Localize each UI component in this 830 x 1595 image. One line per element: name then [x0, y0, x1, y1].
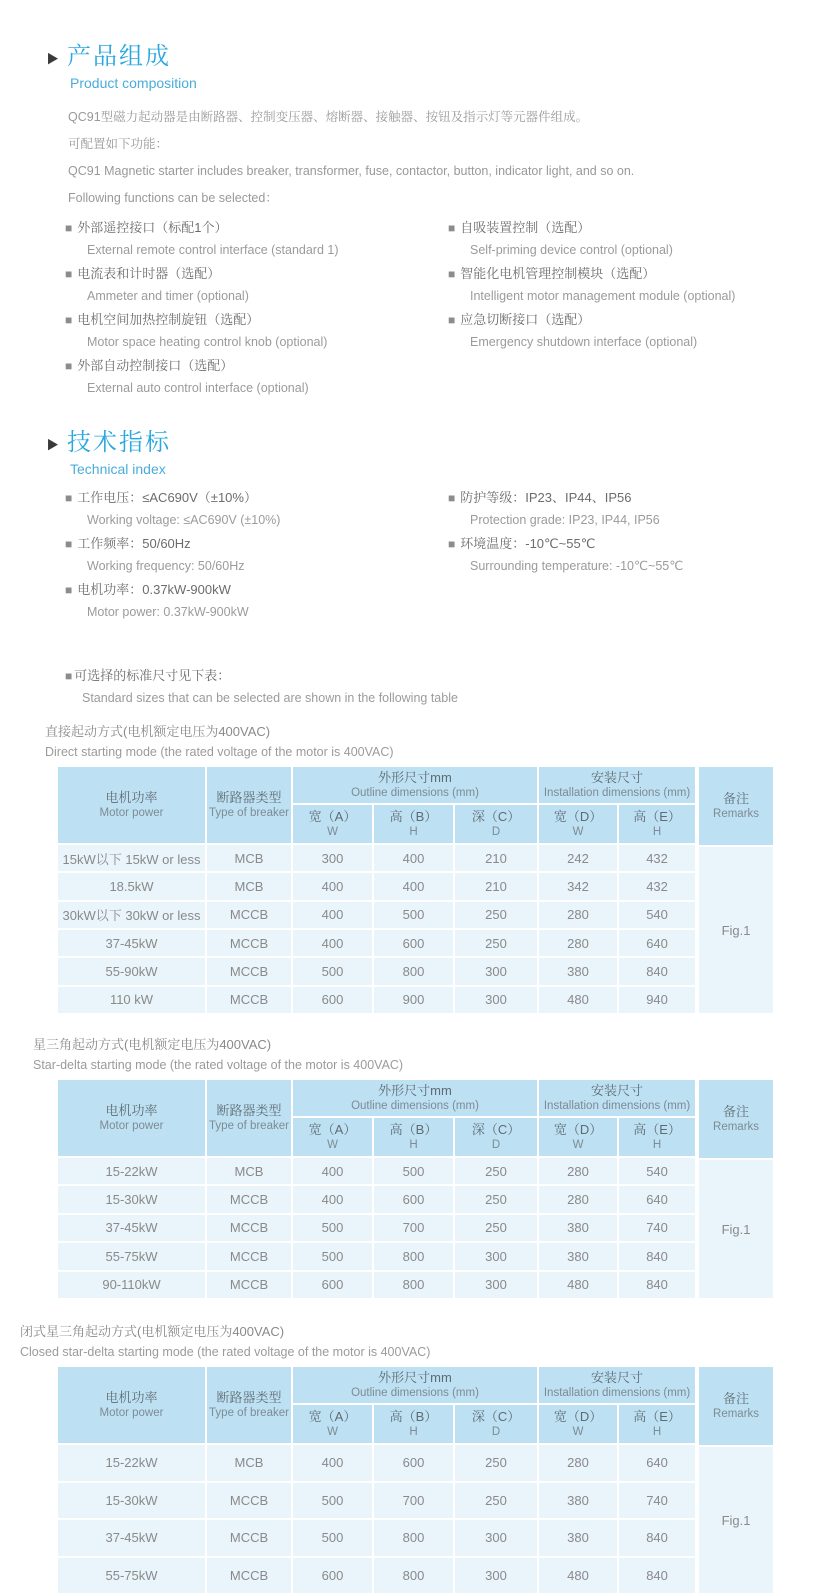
cell-motor-power: 30kW以下 30kW or less	[58, 902, 205, 928]
bullet-square-icon: ■	[65, 312, 73, 327]
feature-item	[65, 308, 448, 354]
section-arrow-icon: ▶	[48, 434, 58, 452]
cell-height-b: 400	[374, 845, 453, 871]
table-row	[58, 1215, 695, 1241]
header-dimension-letter: 高（B） H	[374, 1118, 453, 1156]
cell-height-b: 800	[374, 1243, 453, 1269]
table-row	[58, 930, 695, 956]
cell-breaker-type: MCCB	[207, 1243, 291, 1269]
cell-motor-power: 55-75kW	[58, 1558, 205, 1594]
feature-column-right	[448, 216, 790, 400]
cell-height-b: 800	[374, 1558, 453, 1594]
section-title: 技术指标	[67, 429, 171, 456]
cell-width-a: 400	[293, 873, 372, 899]
header-breaker-type: 断路器类型 Type of breaker	[207, 767, 291, 843]
note-en: Standard sizes that can be selected are shown in the following table	[82, 691, 458, 705]
feature-label-en: Intelligent motor management module (optional)	[470, 289, 736, 303]
cell-width-a: 400	[293, 902, 372, 928]
cell-breaker-type: MCCB	[207, 1272, 291, 1298]
cell-height-e: 940	[619, 987, 695, 1013]
cell-breaker-type: MCB	[207, 845, 291, 871]
spec-label-en: Working frequency: 50/60Hz	[87, 559, 245, 573]
cell-height-e: 840	[619, 1272, 695, 1298]
header-installation-dimensions: 安装尺寸 Installation dimensions (mm)	[539, 767, 695, 803]
cell-breaker-type: MCCB	[207, 1215, 291, 1241]
cell-height-b: 600	[374, 1445, 453, 1481]
cell-width-d: 380	[539, 1483, 617, 1519]
intro-paragraph: 可配置如下功能：	[68, 137, 169, 151]
spec-label-en: Working voltage: ≤AC690V (±10%)	[87, 513, 281, 527]
feature-item	[448, 308, 790, 354]
cell-width-a: 500	[293, 1215, 372, 1241]
feature-label-zh: 外部遥控接口（标配1个）	[77, 220, 228, 235]
cell-height-e: 640	[619, 1186, 695, 1212]
cell-width-d: 480	[539, 1272, 617, 1298]
header-dimension-letter: 宽（D） W	[539, 1118, 617, 1156]
intro-paragraph: QC91 Magnetic starter includes breaker, transformer, fuse, contactor, button, indicator light, and so on.	[68, 164, 635, 178]
cell-breaker-type: MCCB	[207, 987, 291, 1013]
cell-breaker-type: MCCB	[207, 1520, 291, 1556]
spec-label-en: Surrounding temperature: -10℃~55℃	[470, 559, 684, 573]
cell-height-e: 640	[619, 930, 695, 956]
cell-width-a: 600	[293, 987, 372, 1013]
cell-breaker-type: MCB	[207, 1445, 291, 1481]
intro-paragraph: QC91型磁力起动器是由断路器、控制变压器、熔断器、接触器、按钮及指示灯等元器件组成。	[68, 110, 589, 124]
cell-motor-power: 15-22kW	[58, 1445, 205, 1481]
feature-label-en: Emergency shutdown interface (optional)	[470, 335, 698, 349]
bullet-square-icon: ■	[448, 312, 456, 327]
feature-label-zh: 智能化电机管理控制模块（选配）	[460, 266, 656, 281]
feature-label-zh: 应急切断接口（选配）	[460, 312, 591, 327]
cell-depth-c: 300	[455, 1520, 537, 1556]
cell-breaker-type: MCCB	[207, 1483, 291, 1519]
table-row	[58, 1158, 695, 1184]
cell-height-e: 432	[619, 845, 695, 871]
spec-item	[65, 532, 448, 578]
header-outline-dimensions: 外形尺寸mm Outline dimensions (mm)	[293, 767, 537, 803]
intro-paragraph: Following functions can be selected：	[68, 191, 278, 205]
table-caption	[33, 1035, 790, 1075]
cell-motor-power: 18.5kW	[58, 873, 205, 899]
header-breaker-type: 断路器类型 Type of breaker	[207, 1080, 291, 1156]
section-subtitle: Technical index	[70, 461, 166, 477]
feature-label-en: Self-priming device control (optional)	[470, 243, 673, 257]
header-motor-power: 电机功率 Motor power	[58, 1080, 205, 1156]
cell-depth-c: 250	[455, 902, 537, 928]
spec-item	[65, 486, 448, 532]
spec-label-en: Protection grade: IP23, IP44, IP56	[470, 513, 660, 527]
cell-width-a: 400	[293, 1158, 372, 1184]
header-installation-dimensions: 安装尺寸 Installation dimensions (mm)	[539, 1080, 695, 1116]
cell-width-a: 500	[293, 1520, 372, 1556]
feature-label-en: Motor space heating control knob (optional)	[87, 335, 328, 349]
cell-width-d: 280	[539, 1445, 617, 1481]
feature-label-zh: 自吸装置控制（选配）	[460, 220, 591, 235]
cell-width-d: 380	[539, 1243, 617, 1269]
cell-width-a: 400	[293, 1186, 372, 1212]
header-installation-dimensions: 安装尺寸 Installation dimensions (mm)	[539, 1367, 695, 1403]
remarks-cell: Fig.1	[699, 1160, 773, 1298]
header-remarks: 备注 Remarks	[699, 767, 773, 845]
cell-breaker-type: MCCB	[207, 1558, 291, 1594]
table-caption-zh: 直接起动方式(电机额定电压为400VAC)	[45, 724, 271, 739]
bullet-square-icon: ■	[448, 220, 456, 235]
table-row	[58, 1445, 695, 1481]
feature-label-en: External auto control interface (optional)	[87, 381, 309, 395]
header-dimension-letter: 高（E） H	[619, 1405, 695, 1443]
cell-depth-c: 300	[455, 1272, 537, 1298]
bullet-square-icon: ■	[448, 536, 456, 551]
feature-item	[65, 262, 448, 308]
feature-label-zh: 外部自动控制接口（选配）	[77, 358, 234, 373]
cell-height-b: 800	[374, 1520, 453, 1556]
cell-height-b: 400	[374, 873, 453, 899]
feature-label-zh: 电流表和计时器（选配）	[77, 266, 221, 281]
header-dimension-letter: 宽（D） W	[539, 805, 617, 843]
table-caption-en: Star-delta starting mode (the rated voltage of the motor is 400VAC)	[33, 1058, 404, 1072]
cell-width-d: 242	[539, 845, 617, 871]
cell-width-a: 500	[293, 958, 372, 984]
feature-item	[448, 262, 790, 308]
spec-label-zh: 防护等级：IP23、IP44、IP56	[460, 490, 632, 505]
table-caption-zh: 星三角起动方式(电机额定电压为400VAC)	[33, 1037, 272, 1052]
cell-height-e: 840	[619, 1558, 695, 1594]
cell-width-d: 380	[539, 958, 617, 984]
table-row	[58, 1558, 695, 1594]
spec-column-left	[65, 486, 448, 624]
header-dimension-letter: 高（E） H	[619, 1118, 695, 1156]
table-row	[58, 1520, 695, 1556]
cell-width-d: 342	[539, 873, 617, 899]
bullet-square-icon: ■	[65, 582, 73, 597]
spec-label-zh: 工作电压：≤AC690V（±10%）	[77, 490, 257, 505]
cell-motor-power: 37-45kW	[58, 1215, 205, 1241]
cell-height-e: 540	[619, 1158, 695, 1184]
spec-label-zh: 电机功率：0.37kW-900kW	[77, 582, 231, 597]
header-remarks: 备注 Remarks	[699, 1080, 773, 1158]
header-dimension-letter: 高（B） H	[374, 1405, 453, 1443]
header-dimension-letter: 宽（A） W	[293, 1118, 372, 1156]
cell-width-a: 500	[293, 1483, 372, 1519]
cell-motor-power: 37-45kW	[58, 1520, 205, 1556]
cell-depth-c: 250	[455, 1158, 537, 1184]
cell-depth-c: 210	[455, 845, 537, 871]
cell-motor-power: 15-30kW	[58, 1186, 205, 1212]
header-motor-power: 电机功率 Motor power	[58, 1367, 205, 1443]
cell-breaker-type: MCCB	[207, 1186, 291, 1212]
cell-height-b: 700	[374, 1483, 453, 1519]
cell-width-d: 380	[539, 1215, 617, 1241]
cell-height-b: 800	[374, 1272, 453, 1298]
header-dimension-letter: 宽（A） W	[293, 1405, 372, 1443]
cell-height-b: 500	[374, 902, 453, 928]
cell-height-e: 540	[619, 902, 695, 928]
header-outline-dimensions: 外形尺寸mm Outline dimensions (mm)	[293, 1367, 537, 1403]
spec-label-zh: 环境温度：-10℃~55℃	[460, 536, 596, 551]
cell-depth-c: 300	[455, 987, 537, 1013]
feature-item	[65, 354, 448, 400]
cell-height-e: 840	[619, 958, 695, 984]
cell-height-e: 740	[619, 1215, 695, 1241]
cell-breaker-type: MCCB	[207, 930, 291, 956]
bullet-square-icon: ■	[448, 490, 456, 505]
feature-item	[65, 216, 448, 262]
header-dimension-letter: 深（C） D	[455, 805, 537, 843]
cell-motor-power: 55-75kW	[58, 1243, 205, 1269]
table-row	[58, 1272, 695, 1298]
feature-item	[448, 216, 790, 262]
header-motor-power: 电机功率 Motor power	[58, 767, 205, 843]
header-dimension-letter: 深（C） D	[455, 1405, 537, 1443]
table-row	[58, 902, 695, 928]
cell-depth-c: 250	[455, 1215, 537, 1241]
header-breaker-type: 断路器类型 Type of breaker	[207, 1367, 291, 1443]
standard-sizes-note	[65, 664, 790, 710]
cell-width-d: 280	[539, 1158, 617, 1184]
cell-width-a: 600	[293, 1272, 372, 1298]
header-outline-dimensions: 外形尺寸mm Outline dimensions (mm)	[293, 1080, 537, 1116]
bullet-square-icon: ■	[65, 668, 73, 683]
cell-depth-c: 210	[455, 873, 537, 899]
cell-height-e: 840	[619, 1520, 695, 1556]
spec-item	[65, 578, 448, 624]
table-row	[58, 1186, 695, 1212]
bullet-square-icon: ■	[65, 490, 73, 505]
section-product-composition-header	[48, 42, 790, 72]
dimensions-table-closed-star-delta	[56, 1365, 790, 1595]
cell-depth-c: 250	[455, 1186, 537, 1212]
table-caption-zh: 闭式星三角起动方式(电机额定电压为400VAC)	[20, 1324, 285, 1339]
cell-height-b: 600	[374, 930, 453, 956]
cell-motor-power: 55-90kW	[58, 958, 205, 984]
cell-width-a: 600	[293, 1558, 372, 1594]
header-dimension-letter: 深（C） D	[455, 1118, 537, 1156]
feature-label-en: External remote control interface (standard 1)	[87, 243, 339, 257]
section-technical-index-header	[48, 428, 790, 458]
feature-label-en: Ammeter and timer (optional)	[87, 289, 249, 303]
section-title: 产品组成	[67, 43, 171, 70]
spec-column-right	[448, 486, 790, 624]
note-zh: 可选择的标准尺寸见下表：	[74, 668, 231, 683]
table-caption	[20, 1322, 790, 1362]
feature-columns	[48, 216, 790, 400]
intro-paragraphs	[68, 108, 790, 207]
cell-width-d: 280	[539, 1186, 617, 1212]
cell-depth-c: 250	[455, 930, 537, 956]
cell-motor-power: 37-45kW	[58, 930, 205, 956]
header-dimension-letter: 宽（D） W	[539, 1405, 617, 1443]
bullet-square-icon: ■	[65, 358, 73, 373]
cell-width-a: 300	[293, 845, 372, 871]
cell-width-a: 400	[293, 930, 372, 956]
cell-height-b: 800	[374, 958, 453, 984]
spec-item	[448, 532, 790, 578]
cell-depth-c: 250	[455, 1445, 537, 1481]
table-row	[58, 873, 695, 899]
cell-height-b: 900	[374, 987, 453, 1013]
header-remarks: 备注 Remarks	[699, 1367, 773, 1445]
cell-breaker-type: MCB	[207, 873, 291, 899]
cell-height-b: 600	[374, 1186, 453, 1212]
cell-width-d: 480	[539, 987, 617, 1013]
cell-width-d: 280	[539, 902, 617, 928]
section-arrow-icon: ▶	[48, 48, 58, 66]
table-row	[58, 1483, 695, 1519]
cell-width-a: 500	[293, 1243, 372, 1269]
cell-motor-power: 15-30kW	[58, 1483, 205, 1519]
remarks-cell: Fig.1	[699, 847, 773, 1013]
bullet-square-icon: ■	[65, 220, 73, 235]
cell-motor-power: 90-110kW	[58, 1272, 205, 1298]
cell-breaker-type: MCB	[207, 1158, 291, 1184]
cell-motor-power: 15kW以下 15kW or less	[58, 845, 205, 871]
table-row	[58, 845, 695, 871]
cell-height-e: 740	[619, 1483, 695, 1519]
cell-height-b: 700	[374, 1215, 453, 1241]
bullet-square-icon: ■	[65, 536, 73, 551]
table-row	[58, 958, 695, 984]
feature-label-zh: 电机空间加热控制旋钮（选配）	[77, 312, 260, 327]
cell-depth-c: 300	[455, 1243, 537, 1269]
cell-width-a: 400	[293, 1445, 372, 1481]
cell-depth-c: 300	[455, 958, 537, 984]
spec-label-en: Motor power: 0.37kW-900kW	[87, 605, 249, 619]
dimensions-table-star-delta	[56, 1078, 790, 1300]
cell-width-d: 380	[539, 1520, 617, 1556]
remarks-cell: Fig.1	[699, 1447, 773, 1593]
table-caption-en: Closed star-delta starting mode (the rated voltage of the motor is 400VAC)	[20, 1345, 431, 1359]
spec-label-zh: 工作频率：50/60Hz	[77, 536, 191, 551]
cell-width-d: 280	[539, 930, 617, 956]
cell-height-e: 640	[619, 1445, 695, 1481]
cell-breaker-type: MCCB	[207, 902, 291, 928]
header-dimension-letter: 高（B） H	[374, 805, 453, 843]
bullet-square-icon: ■	[65, 266, 73, 281]
cell-height-b: 500	[374, 1158, 453, 1184]
feature-column-left	[65, 216, 448, 400]
cell-height-e: 432	[619, 873, 695, 899]
table-caption-en: Direct starting mode (the rated voltage of the motor is 400VAC)	[45, 745, 394, 759]
bullet-square-icon: ■	[448, 266, 456, 281]
table-row	[58, 987, 695, 1013]
table-caption	[45, 722, 790, 762]
section-subtitle: Product composition	[70, 75, 197, 91]
table-row	[58, 1243, 695, 1269]
cell-motor-power: 110 kW	[58, 987, 205, 1013]
cell-depth-c: 300	[455, 1558, 537, 1594]
cell-breaker-type: MCCB	[207, 958, 291, 984]
cell-height-e: 840	[619, 1243, 695, 1269]
header-dimension-letter: 高（E） H	[619, 805, 695, 843]
cell-width-d: 480	[539, 1558, 617, 1594]
cell-depth-c: 250	[455, 1483, 537, 1519]
dimensions-table-direct	[56, 765, 790, 1015]
cell-motor-power: 15-22kW	[58, 1158, 205, 1184]
spec-columns	[48, 486, 790, 624]
spec-item	[448, 486, 790, 532]
header-dimension-letter: 宽（A） W	[293, 805, 372, 843]
